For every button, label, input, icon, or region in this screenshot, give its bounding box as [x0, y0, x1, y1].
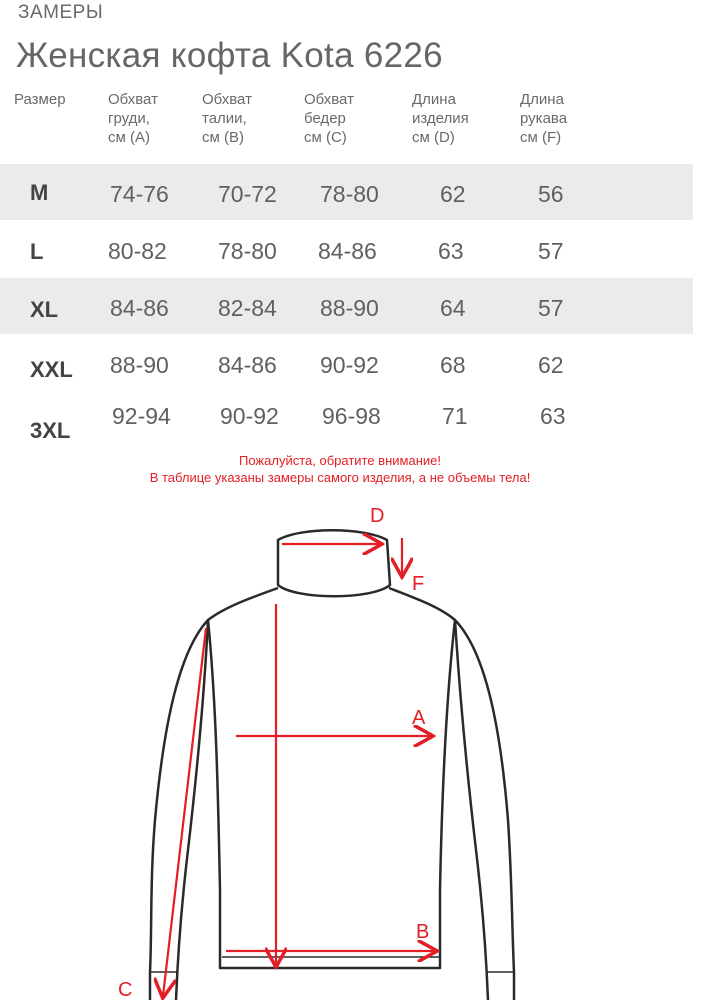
- length-cell: 64: [440, 295, 466, 321]
- waist-cell: 82-84: [218, 295, 277, 321]
- hips-cell: 90-92: [320, 352, 379, 378]
- sweater-outline: [150, 530, 514, 1000]
- label-a: A: [412, 707, 426, 729]
- body-outline: [208, 620, 455, 968]
- length-cell: 62: [440, 181, 466, 207]
- header-waist-line: см (B): [202, 129, 244, 146]
- sleeve-cell: 62: [538, 352, 564, 378]
- size-cell: L: [30, 239, 44, 264]
- header-length-line: см (D): [412, 129, 455, 146]
- size-cell: XL: [30, 297, 59, 322]
- chest-cell: 92-94: [112, 403, 171, 429]
- hips-cell: 84-86: [318, 238, 377, 264]
- label-b: B: [416, 921, 430, 943]
- header-sleeve-line: см (F): [520, 129, 562, 146]
- sleeve-arrow: [163, 628, 206, 996]
- size-cell: 3XL: [30, 418, 71, 443]
- collar-outline: [278, 530, 390, 596]
- hips-cell: 78-80: [320, 181, 379, 207]
- header-waist-line: талии,: [202, 110, 247, 127]
- header-length-line: Длина: [412, 91, 456, 108]
- chest-cell: 84-86: [110, 295, 169, 321]
- header-size: Размер: [14, 91, 66, 108]
- page-title: Женская кофта Kota 6226: [16, 36, 443, 75]
- sleeve-cell: 57: [538, 295, 564, 321]
- header-chest-line: груди,: [108, 110, 150, 127]
- hips-cell: 88-90: [320, 295, 379, 321]
- header-chest-line: см (A): [108, 129, 150, 146]
- label-f: F: [412, 573, 425, 595]
- label-c: C: [118, 979, 133, 1000]
- size-cell: XXL: [30, 357, 73, 382]
- waist-cell: 70-72: [218, 181, 277, 207]
- header-hips-line: бедер: [304, 110, 346, 127]
- header-sleeve-line: Длина: [520, 91, 564, 108]
- chest-cell: 74-76: [110, 181, 169, 207]
- chest-cell: 88-90: [110, 352, 169, 378]
- hips-cell: 96-98: [322, 403, 381, 429]
- left-sleeve-inner-outline: [176, 620, 208, 1000]
- sleeve-cell: 56: [538, 181, 564, 207]
- notice-line-1: Пожалуйста, обратите внимание!: [239, 453, 441, 468]
- section-label: ЗАМЕРЫ: [18, 2, 104, 23]
- sleeve-cell: 63: [540, 403, 566, 429]
- label-d: D: [370, 505, 385, 527]
- waist-cell: 78-80: [218, 238, 277, 264]
- size-cell: M: [30, 180, 49, 205]
- measure-lines: [163, 538, 435, 996]
- right-sleeve-inner-outline: [455, 620, 488, 1000]
- header-sleeve-line: рукава: [520, 110, 568, 127]
- header-length-line: изделия: [412, 110, 469, 127]
- waist-cell: 84-86: [218, 352, 277, 378]
- sleeve-cell: 57: [538, 238, 564, 264]
- notice-line-2: В таблице указаны замеры самого изделия, а не объемы тела!: [149, 470, 531, 485]
- length-cell: 63: [438, 238, 464, 264]
- header-hips-line: см (C): [304, 129, 347, 146]
- header-waist-line: Обхват: [202, 91, 252, 108]
- waist-cell: 90-92: [220, 403, 279, 429]
- header-chest-line: Обхват: [108, 91, 158, 108]
- header-hips-line: Обхват: [304, 91, 354, 108]
- chest-cell: 80-82: [108, 238, 167, 264]
- length-cell: 68: [440, 352, 466, 378]
- length-cell: 71: [442, 403, 468, 429]
